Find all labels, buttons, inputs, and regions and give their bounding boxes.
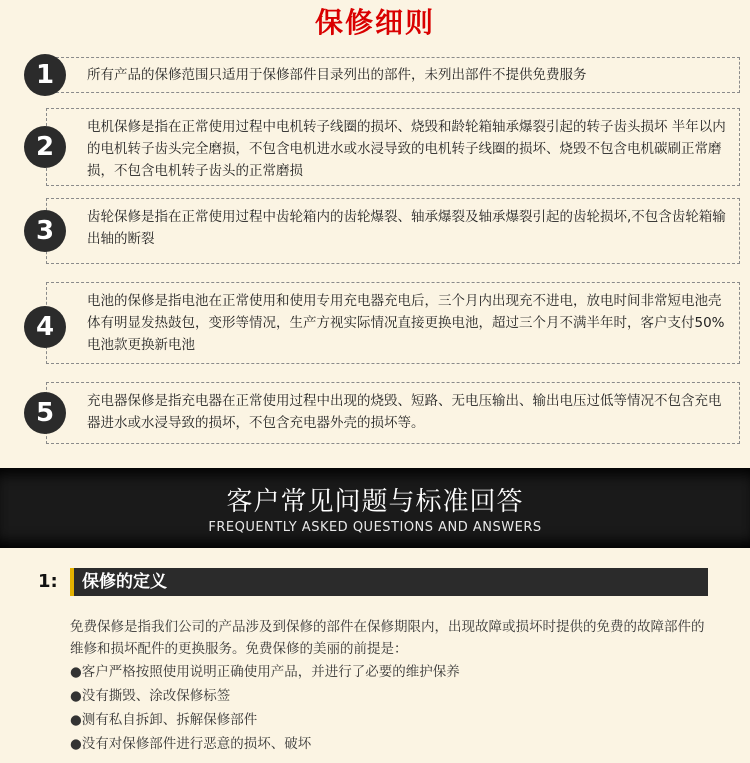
rule-number-badge: 3 [24, 210, 66, 252]
rule-item-5 [20, 382, 740, 444]
rule-text: 电机保修是指在正常使用过程中电机转子线圈的损坏、烧毁和龄轮箱轴承爆裂引起的转子齿头损坏 半年以内的电机转子齿头完全磨损，不包含电机进水或水浸导致的电机转子线圈的损坏、烧毁不包含电机碳刷正常磨损，不包含电机转子齿头的正常磨损 [87, 119, 726, 179]
faq-title: 客户常见问题与标准回答 [226, 487, 524, 517]
rule-text: 电池的保修是指电池在正常使用和使用专用充电器充电后，三个月内出现充不进电，放电时间非常短电池壳体有明显发热鼓包，变形等情况，生产方视实际情况直接更换电池，超过三个月不满半年时，客户支付50%电池款更换新电池 [87, 293, 725, 353]
rule-number-badge: 2 [24, 126, 66, 168]
rule-text: 充电器保修是指充电器在正常使用过程中出现的烧毁、短路、无电压输出、输出电压过低等情况不包含充电器进水或水浸导致的损坏，不包含充电器外壳的损坏等。 [87, 393, 722, 431]
bullet-item: ●客户严格按照使用说明正确使用产品，并进行了必要的维护保养 [70, 664, 460, 680]
section-title: 保修的定义 [82, 572, 167, 592]
rule-item-3 [20, 198, 740, 264]
page-title: 保修细则 [314, 6, 435, 39]
bullet-item: ●测有私自拆卸、拆解保修部件 [70, 712, 258, 728]
rule-text: 齿轮保修是指在正常使用过程中齿轮箱内的齿轮爆裂、轴承爆裂及轴承爆裂引起的齿轮损坏,不包含齿轮箱输出轴的断裂 [87, 209, 726, 247]
section-body-text: 免费保修是指我们公司的产品涉及到保修的部件在保修期限内，出现故障或损坏时提供的免费的故障部件的维修和损坏配件的更换服务。免费保修的美丽的前提是： [70, 619, 705, 657]
faq-subtitle: FREQUENTLY ASKED QUESTIONS AND ANSWERS [208, 520, 542, 535]
rule-item-4 [20, 282, 740, 364]
rule-number-badge: 4 [24, 306, 66, 348]
rule-text-box [46, 57, 740, 93]
rule-text-box [46, 382, 740, 444]
rule-text-box [46, 282, 740, 364]
rule-item-1 [20, 54, 740, 96]
faq-banner [0, 468, 750, 548]
bullet-item: ●没有撕毁、涂改保修标签 [70, 688, 231, 704]
section-header-bar [70, 568, 708, 596]
rule-item-2 [20, 108, 740, 186]
rule-text-box [46, 108, 740, 186]
section-number: 1: [38, 571, 58, 592]
rule-text-box [46, 198, 740, 264]
rule-number-badge: 5 [24, 392, 66, 434]
bullet-item: ●没有对保修部件进行恶意的损坏、破坏 [70, 736, 312, 752]
rule-number-badge: 1 [24, 54, 66, 96]
rule-text: 所有产品的保修范围只适用于保修部件目录列出的部件，未列出部件不提供免费服务 [87, 67, 587, 83]
